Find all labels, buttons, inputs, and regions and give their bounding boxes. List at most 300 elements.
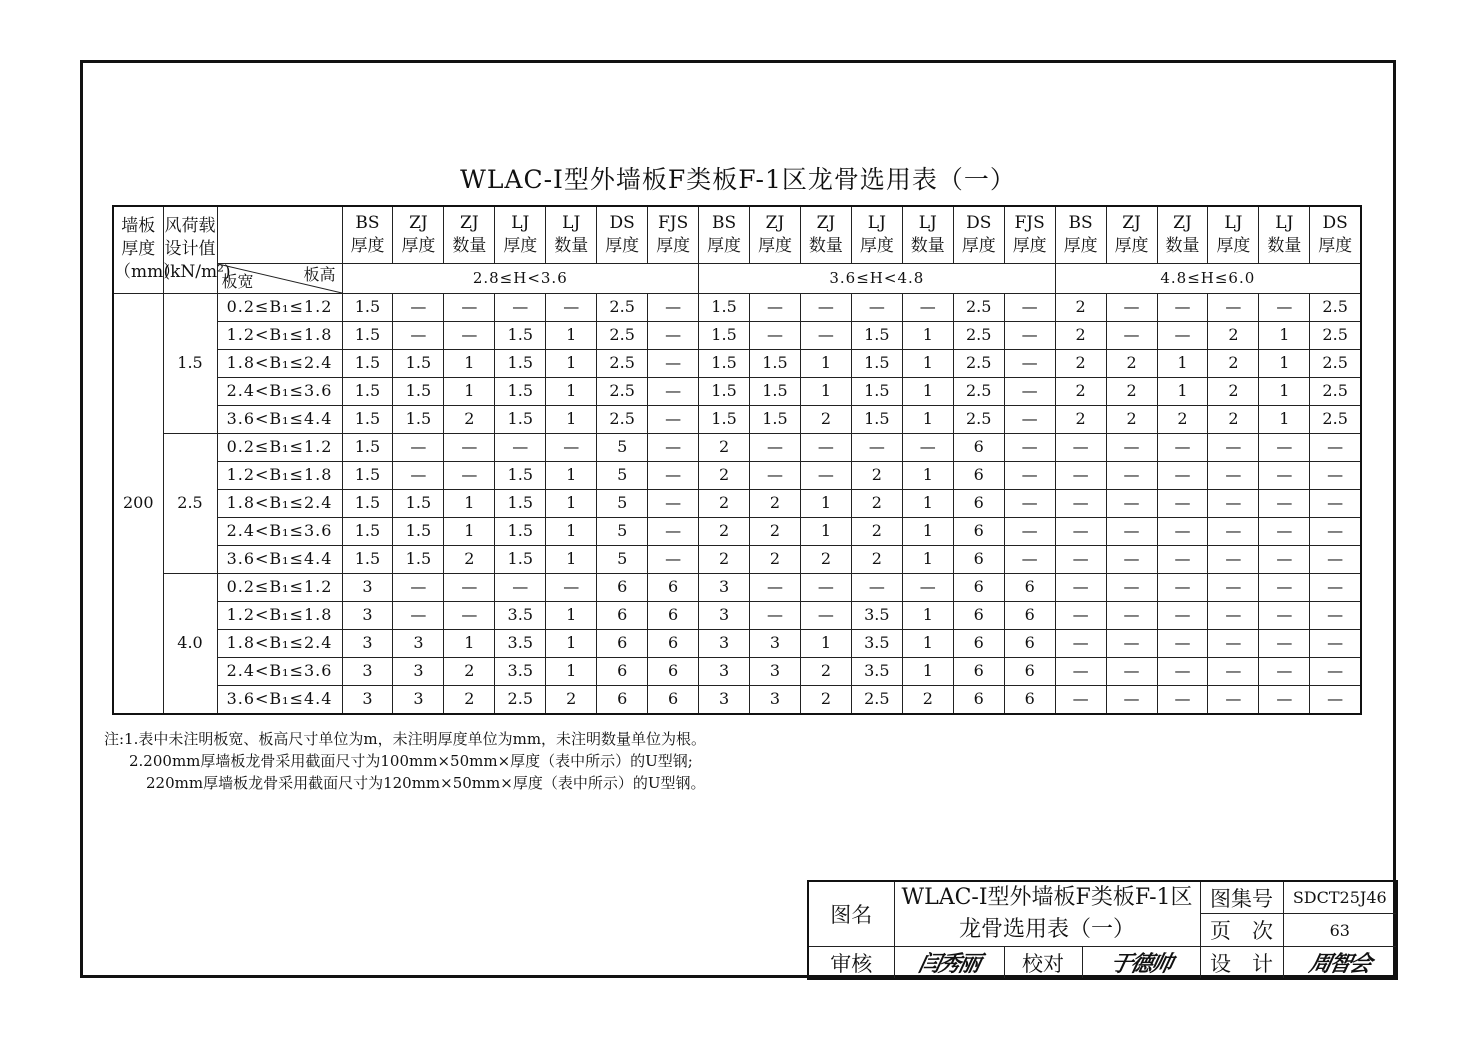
table-cell: 2 bbox=[800, 685, 851, 714]
table-cell: 1.5 bbox=[342, 293, 393, 321]
table-cell: 6 bbox=[597, 657, 648, 685]
table-cell: 6 bbox=[953, 517, 1004, 545]
column-header-unit: 厚度 bbox=[859, 235, 894, 256]
table-cell: — bbox=[1157, 293, 1208, 321]
table-cell: 1.5 bbox=[699, 349, 750, 377]
panel-width-range: 0.2≤B₁≤1.2 bbox=[217, 433, 342, 461]
table-cell: — bbox=[1259, 685, 1310, 714]
height-range-header: 3.6≤H<4.8 bbox=[699, 263, 1056, 293]
table-cell: 2.5 bbox=[1310, 321, 1361, 349]
table-cell: 2 bbox=[1106, 405, 1157, 433]
table-cell: 6 bbox=[1004, 685, 1055, 714]
table-cell: 1 bbox=[546, 545, 597, 573]
table-cell: 1 bbox=[444, 489, 495, 517]
table-cell: — bbox=[1055, 517, 1106, 545]
table-cell: 2 bbox=[1055, 293, 1106, 321]
column-header-unit: 厚度 bbox=[1318, 235, 1353, 256]
table-cell: — bbox=[851, 433, 902, 461]
table-cell: — bbox=[1259, 601, 1310, 629]
table-cell: — bbox=[1157, 573, 1208, 601]
header-width-height bbox=[217, 263, 342, 293]
table-cell: 1.5 bbox=[495, 489, 546, 517]
column-header bbox=[597, 206, 648, 263]
table-cell: — bbox=[800, 601, 851, 629]
table-cell: — bbox=[546, 573, 597, 601]
table-cell: 5 bbox=[597, 517, 648, 545]
table-cell: — bbox=[1157, 685, 1208, 714]
atlas-number: SDCT25J46 bbox=[1283, 881, 1397, 914]
table-cell: — bbox=[444, 573, 495, 601]
column-header bbox=[902, 206, 953, 263]
table-cell: — bbox=[1055, 601, 1106, 629]
table-row bbox=[113, 517, 1361, 545]
table-cell: 6 bbox=[953, 685, 1004, 714]
table-cell: — bbox=[393, 573, 444, 601]
table-cell: 1 bbox=[1259, 405, 1310, 433]
column-header bbox=[546, 206, 597, 263]
table-cell: 1 bbox=[546, 601, 597, 629]
column-header bbox=[1157, 206, 1208, 263]
table-cell: — bbox=[750, 601, 801, 629]
column-header-unit: 厚度 bbox=[503, 235, 538, 256]
table-cell: — bbox=[1157, 629, 1208, 657]
table-cell: — bbox=[1208, 293, 1259, 321]
table-cell: 1 bbox=[1259, 321, 1310, 349]
table-cell: — bbox=[393, 461, 444, 489]
table-cell: — bbox=[444, 293, 495, 321]
table-cell: 2 bbox=[1055, 377, 1106, 405]
table-cell: — bbox=[1310, 601, 1361, 629]
table-cell: 2 bbox=[1208, 405, 1259, 433]
table-cell: — bbox=[1259, 489, 1310, 517]
design-signature-text: 周智会 bbox=[1306, 952, 1372, 977]
table-cell: 2.5 bbox=[1310, 349, 1361, 377]
table-cell: 2.5 bbox=[597, 321, 648, 349]
table-cell: — bbox=[1106, 629, 1157, 657]
table-cell: 6 bbox=[953, 629, 1004, 657]
table-cell: 2 bbox=[1208, 377, 1259, 405]
table-cell: — bbox=[444, 461, 495, 489]
table-cell: 1.5 bbox=[699, 293, 750, 321]
table-cell: 1.5 bbox=[699, 321, 750, 349]
table-cell: 6 bbox=[1004, 629, 1055, 657]
table-cell: 1 bbox=[902, 349, 953, 377]
table-cell: — bbox=[648, 433, 699, 461]
table-cell: 3 bbox=[699, 657, 750, 685]
table-cell: — bbox=[648, 405, 699, 433]
table-cell: — bbox=[546, 293, 597, 321]
table-cell: 5 bbox=[597, 433, 648, 461]
table-cell: 3 bbox=[342, 685, 393, 714]
table-cell: — bbox=[1157, 461, 1208, 489]
table-cell: — bbox=[1106, 293, 1157, 321]
table-cell: 1.5 bbox=[495, 545, 546, 573]
table-cell: 1.5 bbox=[750, 405, 801, 433]
column-header-unit: 厚度 bbox=[401, 235, 436, 256]
check-signature-text: 于德帅 bbox=[1107, 952, 1174, 977]
column-header bbox=[648, 206, 699, 263]
note-3: 220mm厚墙板龙骨采用截面尺寸为120mm×50mm×厚度（表中所示）的U型钢。 bbox=[146, 774, 706, 792]
table-cell: 6 bbox=[953, 433, 1004, 461]
column-header-unit: 厚度 bbox=[1216, 235, 1251, 256]
table-cell: — bbox=[1310, 545, 1361, 573]
table-row bbox=[113, 349, 1361, 377]
table-cell: 6 bbox=[953, 461, 1004, 489]
table-row bbox=[113, 657, 1361, 685]
table-cell: 1 bbox=[902, 461, 953, 489]
drawing-name-label: 图名 bbox=[808, 881, 894, 947]
table-cell: 1 bbox=[800, 489, 851, 517]
table-cell: — bbox=[1157, 601, 1208, 629]
column-header-name: LJ bbox=[867, 212, 886, 233]
table-cell: — bbox=[1055, 685, 1106, 714]
panel-width-range: 0.2≤B₁≤1.2 bbox=[217, 293, 342, 321]
table-cell: 3 bbox=[699, 573, 750, 601]
table-cell: — bbox=[1157, 321, 1208, 349]
column-header-name: FJS bbox=[1014, 212, 1045, 233]
table-cell: 2 bbox=[699, 433, 750, 461]
table-cell: 1.5 bbox=[851, 377, 902, 405]
note-1: 注:1.表中未注明板宽、板高尺寸单位为m，未注明厚度单位为mm，未注明数量单位为根。 bbox=[104, 730, 707, 748]
table-cell: 2.5 bbox=[1310, 405, 1361, 433]
table-cell: 3.5 bbox=[495, 601, 546, 629]
table-cell: 2.5 bbox=[597, 293, 648, 321]
panel-width-range: 3.6<B₁≤4.4 bbox=[217, 405, 342, 433]
table-cell: — bbox=[1106, 545, 1157, 573]
column-header-unit: 数量 bbox=[1165, 235, 1200, 256]
table-cell: — bbox=[648, 377, 699, 405]
table-cell: — bbox=[750, 321, 801, 349]
table-cell: 2 bbox=[444, 657, 495, 685]
column-header-name: DS bbox=[966, 212, 992, 233]
column-header bbox=[393, 206, 444, 263]
table-cell: 1.5 bbox=[495, 321, 546, 349]
table-cell: 1 bbox=[546, 321, 597, 349]
column-header bbox=[342, 206, 393, 263]
table-cell: 2 bbox=[902, 685, 953, 714]
table-cell: — bbox=[1106, 573, 1157, 601]
column-header-name: LJ bbox=[1224, 212, 1243, 233]
table-cell: — bbox=[1208, 433, 1259, 461]
table-cell: 1.5 bbox=[342, 545, 393, 573]
table-cell: 2.5 bbox=[1310, 293, 1361, 321]
table-cell: — bbox=[1157, 657, 1208, 685]
table-cell: — bbox=[800, 293, 851, 321]
table-cell: 6 bbox=[648, 657, 699, 685]
table-cell: — bbox=[444, 601, 495, 629]
drawing-name-line2: 龙骨选用表（一） bbox=[959, 917, 1136, 942]
panel-width-range: 2.4<B₁≤3.6 bbox=[217, 657, 342, 685]
table-cell: 1 bbox=[800, 629, 851, 657]
table-cell: 3 bbox=[393, 629, 444, 657]
column-header-name: LJ bbox=[1275, 212, 1294, 233]
table-cell: 1.5 bbox=[342, 377, 393, 405]
table-cell: 5 bbox=[597, 489, 648, 517]
table-cell: 1.5 bbox=[495, 349, 546, 377]
header-height-label: 板高 bbox=[303, 264, 336, 284]
table-cell: 1.5 bbox=[495, 461, 546, 489]
table-cell: 1.5 bbox=[342, 433, 393, 461]
table-cell: — bbox=[1208, 601, 1259, 629]
table-cell: — bbox=[1004, 349, 1055, 377]
table-cell: — bbox=[1208, 545, 1259, 573]
table-cell: 2 bbox=[1055, 349, 1106, 377]
table-cell: 5 bbox=[597, 461, 648, 489]
table-cell: 1 bbox=[546, 629, 597, 657]
table-cell: — bbox=[800, 461, 851, 489]
table-cell: 2 bbox=[1208, 349, 1259, 377]
header-width-label: 板宽 bbox=[221, 271, 254, 291]
panel-width-range: 3.6<B₁≤4.4 bbox=[217, 685, 342, 714]
check-signature bbox=[1082, 947, 1200, 980]
column-header bbox=[1055, 206, 1106, 263]
table-cell: 1 bbox=[902, 489, 953, 517]
column-header bbox=[851, 206, 902, 263]
check-label: 校对 bbox=[1004, 947, 1082, 980]
panel-width-range: 1.2<B₁≤1.8 bbox=[217, 321, 342, 349]
table-cell: — bbox=[495, 433, 546, 461]
table-cell: 1 bbox=[800, 517, 851, 545]
table-cell: 1 bbox=[444, 517, 495, 545]
notes bbox=[104, 728, 706, 794]
table-cell: — bbox=[1310, 517, 1361, 545]
review-signature bbox=[894, 947, 1004, 980]
table-cell: 1 bbox=[546, 461, 597, 489]
table-cell: 3 bbox=[342, 601, 393, 629]
table-cell: 6 bbox=[597, 601, 648, 629]
table-cell: — bbox=[1310, 433, 1361, 461]
table-cell: 3 bbox=[393, 685, 444, 714]
column-header bbox=[800, 206, 851, 263]
table-cell: 3 bbox=[342, 573, 393, 601]
table-cell: — bbox=[1157, 517, 1208, 545]
table-cell: 1.5 bbox=[851, 349, 902, 377]
table-cell: — bbox=[750, 573, 801, 601]
table-cell: 3 bbox=[342, 629, 393, 657]
table-cell: — bbox=[1106, 489, 1157, 517]
table-cell: 6 bbox=[1004, 573, 1055, 601]
table-cell: 6 bbox=[953, 489, 1004, 517]
table-cell: — bbox=[1208, 573, 1259, 601]
table-cell: — bbox=[1259, 517, 1310, 545]
table-cell: — bbox=[1055, 657, 1106, 685]
table-cell: — bbox=[495, 293, 546, 321]
table-cell: — bbox=[648, 545, 699, 573]
column-header-unit: 数量 bbox=[554, 235, 589, 256]
page-number: 63 bbox=[1283, 914, 1397, 947]
table-row bbox=[113, 293, 1361, 321]
table-cell: 6 bbox=[953, 657, 1004, 685]
column-header-unit: 厚度 bbox=[757, 235, 792, 256]
page-label: 页 次 bbox=[1200, 914, 1283, 947]
table-cell: 3.5 bbox=[851, 629, 902, 657]
table-cell: 1 bbox=[546, 405, 597, 433]
table-cell: — bbox=[1106, 657, 1157, 685]
table-row bbox=[113, 601, 1361, 629]
table-cell: 3 bbox=[342, 657, 393, 685]
table-cell: 3.5 bbox=[851, 657, 902, 685]
table-cell: 1.5 bbox=[750, 349, 801, 377]
table-cell: 1.5 bbox=[393, 517, 444, 545]
table-cell: 1.5 bbox=[699, 377, 750, 405]
table-cell: 3 bbox=[750, 685, 801, 714]
table-cell: — bbox=[1208, 657, 1259, 685]
table-cell: 3 bbox=[699, 685, 750, 714]
table-cell: 6 bbox=[597, 573, 648, 601]
table-cell: — bbox=[1259, 461, 1310, 489]
table-cell: 1 bbox=[546, 377, 597, 405]
table-cell: — bbox=[1259, 657, 1310, 685]
table-cell: — bbox=[1055, 573, 1106, 601]
table-cell: 2.5 bbox=[953, 349, 1004, 377]
table-cell: 2.5 bbox=[953, 293, 1004, 321]
table-row bbox=[113, 433, 1361, 461]
table-cell: 2 bbox=[1157, 405, 1208, 433]
table-cell: — bbox=[1106, 321, 1157, 349]
column-header-name: ZJ bbox=[816, 212, 836, 233]
table-cell: 1.5 bbox=[393, 545, 444, 573]
table-cell: 2.5 bbox=[495, 685, 546, 714]
table-cell: — bbox=[750, 433, 801, 461]
table-cell: 1 bbox=[1157, 349, 1208, 377]
column-header bbox=[953, 206, 1004, 263]
table-cell: — bbox=[1310, 573, 1361, 601]
table-cell: 2.5 bbox=[597, 405, 648, 433]
panel-width-range: 1.8<B₁≤2.4 bbox=[217, 349, 342, 377]
table-cell: — bbox=[648, 321, 699, 349]
column-header bbox=[444, 206, 495, 263]
table-cell: — bbox=[1310, 685, 1361, 714]
table-cell: — bbox=[393, 433, 444, 461]
table-cell: — bbox=[902, 293, 953, 321]
table-cell: 2 bbox=[699, 545, 750, 573]
table-cell: — bbox=[1004, 545, 1055, 573]
table-cell: 2.5 bbox=[597, 377, 648, 405]
table-cell: 2 bbox=[1106, 349, 1157, 377]
column-header-name: DS bbox=[1322, 212, 1348, 233]
table-cell: 3 bbox=[750, 629, 801, 657]
table-cell: — bbox=[851, 573, 902, 601]
column-header-name: ZJ bbox=[1173, 212, 1192, 233]
table-cell: — bbox=[1310, 657, 1361, 685]
design-label: 设 计 bbox=[1200, 947, 1283, 980]
table-cell: 5 bbox=[597, 545, 648, 573]
table-cell: 2 bbox=[444, 545, 495, 573]
column-header bbox=[1259, 206, 1310, 263]
table-cell: — bbox=[750, 461, 801, 489]
table-title: WLAC-Ⅰ型外墙板F类板F-1区龙骨选用表（一） bbox=[460, 165, 1016, 194]
wind-load-value: 2.5 bbox=[163, 433, 217, 573]
table-cell: 6 bbox=[648, 601, 699, 629]
table-cell: 1 bbox=[1157, 377, 1208, 405]
table-cell: 2 bbox=[851, 545, 902, 573]
table-cell: 2 bbox=[546, 685, 597, 714]
panel-width-range: 0.2≤B₁≤1.2 bbox=[217, 573, 342, 601]
table-cell: 1.5 bbox=[495, 377, 546, 405]
table-cell: 1.5 bbox=[851, 321, 902, 349]
table-cell: 2.5 bbox=[953, 321, 1004, 349]
table-cell: 2.5 bbox=[851, 685, 902, 714]
table-cell: 2 bbox=[750, 545, 801, 573]
column-header-name: ZJ bbox=[460, 212, 479, 233]
table-cell: 6 bbox=[597, 629, 648, 657]
table-cell: 1.5 bbox=[393, 405, 444, 433]
table-cell: — bbox=[800, 433, 851, 461]
column-header-unit: 厚度 bbox=[656, 235, 691, 256]
table-cell: 2 bbox=[1106, 377, 1157, 405]
table-cell: — bbox=[1310, 489, 1361, 517]
table-cell: 2 bbox=[750, 517, 801, 545]
column-header-name: FJS bbox=[657, 212, 689, 233]
table-cell: 1 bbox=[1259, 377, 1310, 405]
table-cell: 1.5 bbox=[393, 377, 444, 405]
table-cell: 6 bbox=[648, 573, 699, 601]
table-row bbox=[113, 685, 1361, 714]
table-cell: — bbox=[1310, 461, 1361, 489]
drawing-name-line1: WLAC-Ⅰ型外墙板F类板F-1区 bbox=[901, 885, 1193, 910]
table-cell: 6 bbox=[953, 545, 1004, 573]
table-cell: — bbox=[1157, 433, 1208, 461]
table-cell: 1 bbox=[800, 377, 851, 405]
note-2: 2.200mm厚墙板龙骨采用截面尺寸为100mm×50mm×厚度（表中所示）的U型钢; bbox=[129, 752, 693, 770]
wall-thickness-value: 200 bbox=[113, 293, 163, 714]
table-cell: 1.5 bbox=[342, 321, 393, 349]
table-cell: — bbox=[750, 293, 801, 321]
column-header-unit: 厚度 bbox=[707, 235, 742, 256]
table-cell: — bbox=[1004, 377, 1055, 405]
table-cell: — bbox=[393, 293, 444, 321]
table-cell: — bbox=[1004, 433, 1055, 461]
panel-width-range: 2.4<B₁≤3.6 bbox=[217, 377, 342, 405]
panel-width-range: 1.2<B₁≤1.8 bbox=[217, 461, 342, 489]
table-cell: 1 bbox=[444, 629, 495, 657]
drawing-name bbox=[894, 881, 1200, 947]
column-header-name: BS bbox=[711, 212, 737, 233]
table-row bbox=[113, 321, 1361, 349]
table-cell: — bbox=[1208, 461, 1259, 489]
table-cell: — bbox=[648, 489, 699, 517]
column-header-name: LJ bbox=[562, 212, 581, 233]
column-header-unit: 数量 bbox=[808, 235, 843, 256]
atlas-label: 图集号 bbox=[1200, 881, 1283, 914]
height-range-header: 4.8≤H≤6.0 bbox=[1055, 263, 1361, 293]
table-row bbox=[113, 573, 1361, 601]
table-cell: 3 bbox=[699, 629, 750, 657]
table-cell: — bbox=[1055, 461, 1106, 489]
table-cell: 2 bbox=[800, 657, 851, 685]
table-row bbox=[113, 377, 1361, 405]
table-cell: 1.5 bbox=[342, 349, 393, 377]
table-cell: 1 bbox=[546, 517, 597, 545]
column-header-unit: 厚度 bbox=[1114, 235, 1149, 256]
keel-selection-table bbox=[112, 205, 1362, 715]
table-cell: 1 bbox=[546, 349, 597, 377]
table-cell: — bbox=[1004, 405, 1055, 433]
column-header-unit: 数量 bbox=[1267, 235, 1302, 256]
table-cell: 3.5 bbox=[495, 629, 546, 657]
table-cell: — bbox=[1259, 629, 1310, 657]
table-row bbox=[113, 405, 1361, 433]
table-cell: — bbox=[851, 293, 902, 321]
table-cell: 3.5 bbox=[851, 601, 902, 629]
table-cell: — bbox=[1208, 489, 1259, 517]
table-cell: — bbox=[1106, 517, 1157, 545]
column-header-unit: 厚度 bbox=[605, 235, 640, 256]
table-cell: — bbox=[1208, 629, 1259, 657]
table-cell: — bbox=[1106, 685, 1157, 714]
table-cell: 2 bbox=[1055, 405, 1106, 433]
diagonal-header bbox=[218, 264, 342, 293]
